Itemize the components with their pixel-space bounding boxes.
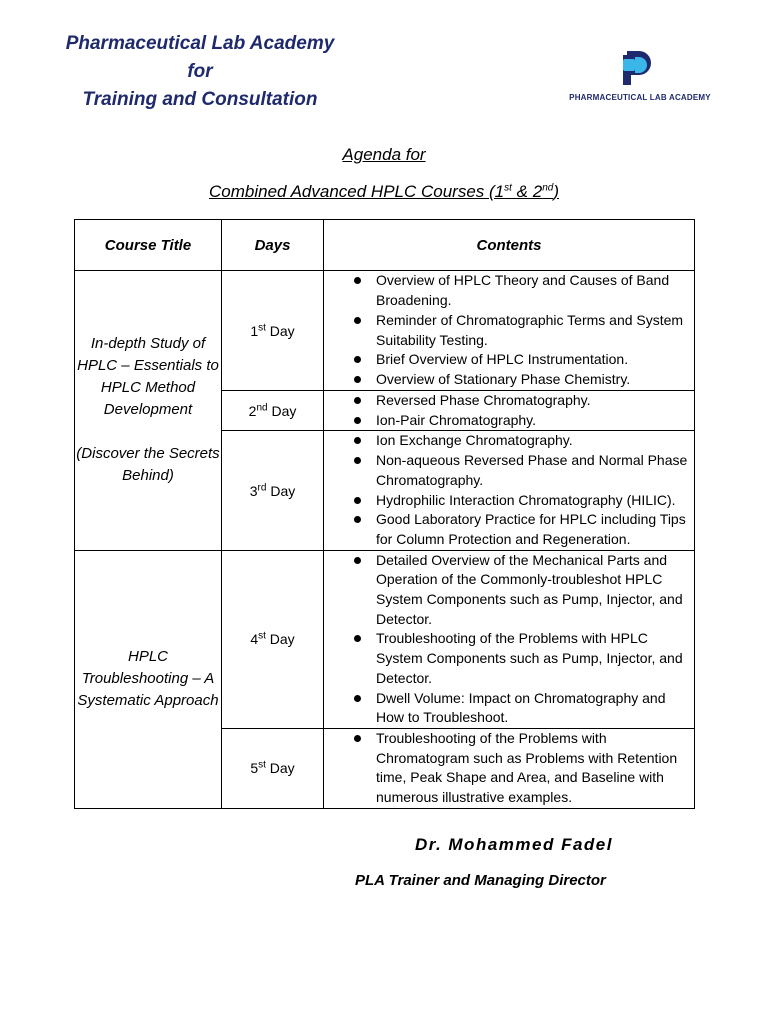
content-item [324,451,688,490]
academy-title-line2: for [187,61,213,82]
content-item-text: Dwell Volume: Impact on Chromatography and How to Troubleshoot. [376,689,666,726]
content-item-text: Reminder of Chromatographic Terms and System Suitability Testing. [376,311,684,348]
day-suffix: st [258,630,266,642]
content-item [324,311,688,350]
table-header-row [75,220,695,271]
logo-text: PHARMACEUTICAL LAB ACADEMY [569,93,711,102]
academy-title [40,30,360,114]
table-row [75,271,695,391]
day-number: 2 [248,402,257,419]
day-label: Day [265,322,295,339]
day-label: Day [265,631,295,648]
course-heading-main: Combined Advanced HPLC Courses (1 [209,182,505,201]
bullet-icon [354,457,361,464]
contents-list [324,729,694,808]
course-title-cell [75,550,222,808]
day-suffix: nd [256,402,268,414]
content-item-text: Ion-Pair Chromatography. [376,411,537,428]
day-number: 1 [250,322,259,339]
bullet-icon [354,376,361,383]
day-number: 3 [249,482,258,499]
bullet-icon [354,735,361,742]
content-item [324,370,688,390]
bullet-icon [354,356,361,363]
bullet-icon [354,516,361,523]
day-cell [222,728,324,808]
content-item-text: Overview of Stationary Phase Chemistry. [376,370,631,387]
contents-cell [324,550,695,728]
course-heading-sup2: nd [542,182,554,194]
bullet-icon [354,437,361,444]
header-days: Days [222,220,324,271]
course-title: HPLC Troubleshooting – A Systematic Approach [77,648,219,710]
contents-list [324,391,694,430]
academy-title-line3: Training and Consultation [82,89,318,110]
signature-role: PLA Trainer and Managing Director [355,872,606,889]
content-item [324,629,688,688]
contents-list [324,271,694,389]
contents-cell [324,728,695,808]
course-heading-sup1: st [504,182,512,194]
contents-list [324,551,694,728]
content-item-text: Reversed Phase Chromatography. [376,392,591,408]
academy-title-line1: Pharmaceutical Lab Academy [65,33,335,54]
day-cell [222,431,324,550]
day-suffix: rd [257,481,267,493]
table-row [75,550,695,728]
bullet-icon [354,277,361,284]
content-item [324,350,688,370]
bullet-icon [354,417,361,424]
bullet-icon [354,635,361,642]
day-cell [222,391,324,431]
signature-name: Dr. Mohammed Fadel [415,835,613,854]
day-label: Day [265,760,295,777]
content-item-text: Troubleshooting of the Problems with Chromatogram such as Problems with Retention time, Peak Shape and Area, and Baseline with numerous illustrative examples. [376,730,678,806]
contents-list [324,431,694,549]
agenda-heading: Agenda for [342,145,426,164]
day-cell [222,550,324,728]
header-contents: Contents [324,220,695,271]
pla-logo-icon [565,45,715,93]
content-item [324,411,688,431]
content-item [324,431,688,451]
contents-cell [324,271,695,391]
bullet-icon [354,397,361,404]
day-suffix: st [258,759,266,771]
content-item-text: Ion Exchange Chromatography. [376,432,573,449]
course-heading-mid: & 2 [511,182,543,201]
day-cell [222,271,324,391]
bullet-icon [354,695,361,702]
content-item-text: Good Laboratory Practice for HPLC including Tips for Column Protection and Regeneration. [376,511,686,547]
content-item [324,689,688,728]
header-course-title: Course Title [75,220,222,271]
content-item-text: Detailed Overview of the Mechanical Parts and Operation of the Commonly-troubleshot HPLC System Components such as Pump, Injector, and Detector. [376,551,683,627]
academy-logo [565,45,715,105]
contents-cell [324,391,695,431]
day-number: 4 [250,631,259,648]
content-item [324,510,688,549]
day-label: Day [266,482,296,499]
day-suffix: st [258,321,266,333]
contents-cell [324,431,695,550]
content-item-text: Non-aqueous Reversed Phase and Normal Phase Chromatography. [376,452,688,488]
day-number: 5 [250,760,259,777]
course-subtitle: (Discover the Secrets Behind) [76,445,220,485]
day-label: Day [267,402,297,419]
bullet-icon [354,497,361,504]
content-item [324,271,688,310]
content-item-text: Troubleshooting of the Problems with HPLC System Components such as Pump, Injector, and Detector. [376,630,683,686]
content-item-text: Hydrophilic Interaction Chromatography (HILIC). [376,491,676,508]
course-heading-end: ) [553,182,559,201]
course-title-cell [75,271,222,551]
content-item [324,551,688,630]
course-title: In-depth Study of HPLC – Essentials to HPLC Method Development [77,335,219,419]
agenda-table [74,219,695,809]
bullet-icon [354,557,361,564]
content-item [324,391,688,411]
content-item [324,729,688,808]
content-item-text: Brief Overview of HPLC Instrumentation. [376,351,629,368]
course-heading [0,182,768,202]
content-item [324,491,688,511]
bullet-icon [354,317,361,324]
content-item-text: Overview of HPLC Theory and Causes of Band Broadening. [376,272,670,309]
